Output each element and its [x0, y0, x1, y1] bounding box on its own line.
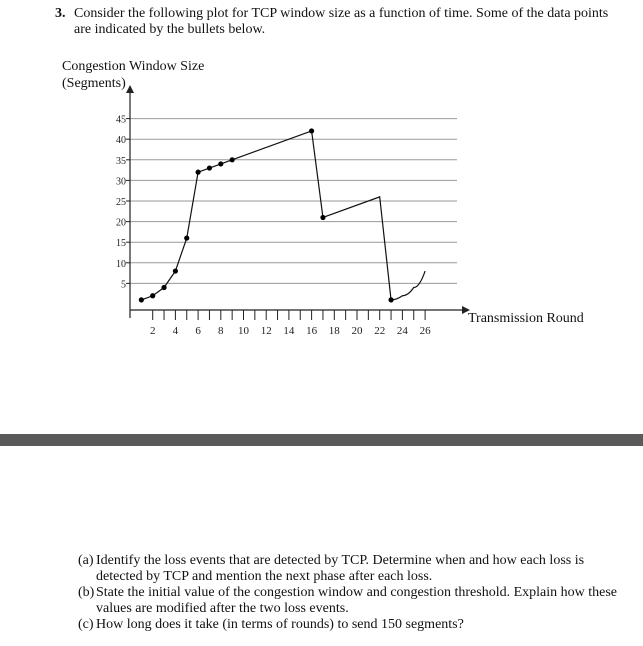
section-divider — [0, 434, 643, 446]
data-point — [230, 157, 235, 162]
x-tick-label: 22 — [374, 325, 386, 337]
data-point — [388, 297, 393, 302]
question-text: Consider the following plot for TCP window size as a function of time. Some of the data points are indicated by the bullets below. — [74, 6, 609, 37]
y-axis-arrow — [126, 85, 134, 93]
y-tick-label: 45 — [116, 114, 126, 126]
y-tick-label: 30 — [116, 176, 126, 188]
y-tick-label: 40 — [116, 135, 126, 147]
data-point — [309, 128, 314, 133]
question-part-text: How long does it take (in terms of rounds) to send 150 segments? — [96, 617, 464, 632]
x-tick-label: 18 — [328, 325, 340, 337]
y-tick-label: 10 — [116, 258, 126, 270]
data-point — [150, 293, 155, 298]
y-tick-label: 25 — [116, 197, 126, 208]
question-part — [78, 553, 618, 585]
question-part-text: Identify the loss events that are detected by TCP. Determine when and how each loss is detected by TCP and mention the next phase after each loss. — [96, 553, 585, 584]
x-tick-label: 20 — [351, 325, 363, 337]
y-axis-label-line1: Congestion Window Size — [62, 59, 205, 74]
question-part — [78, 585, 618, 617]
window-series-line — [141, 131, 391, 300]
data-point — [218, 161, 223, 166]
x-tick-label: 12 — [260, 325, 272, 337]
question-parts — [78, 553, 618, 633]
data-point — [184, 235, 189, 240]
x-tick-label: 26 — [419, 325, 431, 337]
x-tick-label: 10 — [238, 325, 249, 337]
data-point — [173, 268, 178, 273]
question-part-text: State the initial value of the congestion window and congestion threshold. Explain how these values are modified after the two loss events. — [96, 585, 618, 616]
window-series-line — [391, 271, 425, 300]
data-point — [161, 285, 166, 290]
data-point — [196, 170, 201, 175]
question-part-label: (c) — [78, 617, 94, 632]
x-tick-label: 6 — [195, 325, 201, 337]
data-point — [207, 165, 212, 170]
y-tick-label: 35 — [116, 155, 126, 167]
y-tick-label: 5 — [121, 279, 126, 291]
x-tick-label: 16 — [306, 325, 318, 337]
y-tick-label: 15 — [116, 238, 126, 250]
x-tick-label: 4 — [172, 325, 179, 337]
question-number: 3. — [55, 6, 66, 21]
y-tick-label: 20 — [116, 217, 126, 229]
x-tick-label: 14 — [283, 325, 295, 337]
data-point — [320, 215, 325, 220]
y-axis-label-line2: (Segments) — [62, 76, 126, 91]
question-part-label: (a) — [78, 553, 94, 568]
question-part — [78, 617, 618, 633]
x-tick-label: 2 — [149, 325, 156, 337]
x-tick-label: 8 — [218, 325, 224, 337]
x-axis-label: Transmission Round — [468, 311, 584, 326]
x-tick-label: 24 — [396, 325, 408, 337]
question-part-label: (b) — [78, 585, 95, 600]
data-point — [139, 297, 144, 302]
